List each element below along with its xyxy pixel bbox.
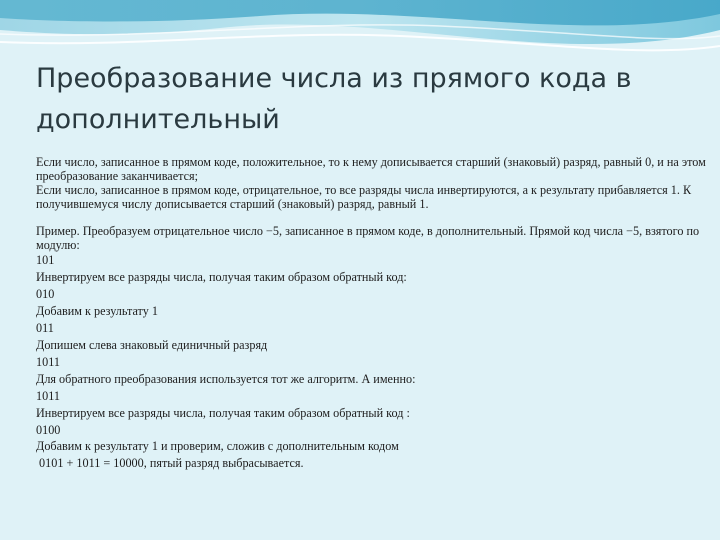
example-line: 010 — [36, 286, 55, 301]
example-line: Добавим к результату 1 — [36, 303, 158, 318]
example-line: 1011 — [36, 388, 60, 403]
example-steps — [36, 252, 712, 472]
example-line: Добавим к результату 1 и проверим, сложив с дополнительным кодом — [36, 439, 399, 454]
example-intro: Пример. Преобразуем отрицательное число −5, записанное в прямом коде, в дополнительный. Прямой код числа −5, взятого по модулю: — [36, 224, 700, 252]
slide-title: Преобразование числа из прямого кода в дополнительный — [36, 63, 632, 135]
example-line: 0101 + 1011 = 10000, пятый разряд выбрасывается. — [36, 456, 304, 471]
example-line: Инвертируем все разряды числа, получая таким образом обратный код: — [36, 269, 407, 284]
example-line: 0100 — [36, 422, 61, 437]
example-line: Допишем слева знаковый единичный разряд — [36, 337, 268, 352]
example-line: 101 — [36, 253, 55, 267]
example-line: 011 — [36, 320, 54, 335]
example-line: Для обратного преобразования используется тот же алгоритм. А именно: — [36, 371, 416, 386]
intro-paragraph-negative: Если число, записанное в прямом коде, отрицательное, то все разряды числа инвертируются, а к результату прибавляется 1. К получившемуся числу дописывается старший (знаковый) разряд, равный 1. — [36, 183, 692, 211]
example-line: Инвертируем все разряды числа, получая таким образом обратный код : — [36, 405, 410, 420]
intro-paragraph-positive: Если число, записанное в прямом коде, положительное, то к нему дописывается старший (знаковый) разряд, равный 0, и на этом преобразование заканчивается; — [36, 155, 706, 183]
example-line: 1011 — [36, 354, 60, 369]
slide-body — [36, 155, 712, 472]
